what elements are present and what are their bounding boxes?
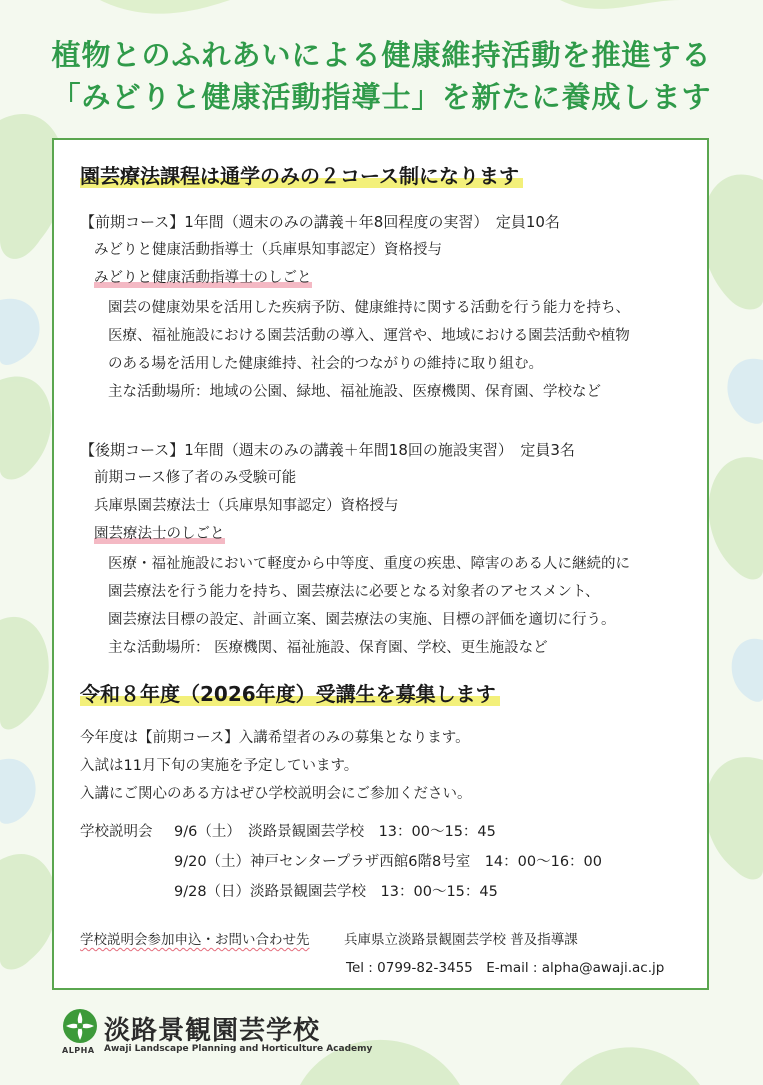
second-course-desc-3: 園芸療法目標の設定、計画立案、園芸療法の実施、目標の評価を適切に行う。 bbox=[108, 612, 616, 628]
second-course-condition: 前期コース修了者のみ受験可能 bbox=[94, 470, 297, 486]
school-english-name: Awaji Landscape Planning and Horticulture Academy bbox=[104, 1044, 373, 1054]
contact-org: 兵庫県立淡路景観園芸学校 普及指導課 bbox=[344, 932, 578, 948]
first-course-desc-2: 医療、福祉施設における園芸活動の導入、運営や、地域における園芸活動や植物 bbox=[108, 328, 630, 344]
logo-abbreviation: ALPHA bbox=[62, 1046, 95, 1055]
second-course-desc-2: 園芸療法を行う能力を持ち、園芸療法に必要となる対象者のアセスメント、 bbox=[108, 584, 600, 600]
school-name: 淡路景観園芸学校 bbox=[104, 1016, 321, 1046]
first-course-heading: 【前期コース】1年間（週末のみの講義＋年8回程度の実習） 定員10名 bbox=[80, 213, 560, 231]
first-course-qualification: みどりと健康活動指導士（兵庫県知事認定）資格授与 bbox=[94, 242, 442, 258]
info-panel bbox=[52, 138, 709, 990]
contact-label: 学校説明会参加申込・お問い合わせ先 bbox=[80, 932, 310, 948]
recruitment-note-2: 入試は11月下旬の実施を予定しています。 bbox=[80, 758, 359, 774]
recruitment-note-3: 入講にご関心のある方はぜひ学校説明会にご参加ください。 bbox=[80, 786, 472, 802]
second-course-heading: 【後期コース】1年間（週末のみの講義＋年間18回の施設実習） 定員3名 bbox=[80, 441, 575, 459]
contact-details: Tel : 0799-82-3455 E-mail : alpha@awaji.ac.jp bbox=[346, 960, 665, 976]
school-logo-icon bbox=[62, 1008, 98, 1044]
course-system-title: 園芸療法課程は通学のみの２コース制になります bbox=[80, 162, 523, 190]
first-course-work-heading: みどりと健康活動指導士のしごと bbox=[94, 270, 312, 286]
second-course-qualification: 兵庫県園芸療法士（兵庫県知事認定）資格授与 bbox=[94, 498, 399, 514]
briefing-label: 学校説明会 bbox=[80, 824, 153, 840]
first-course-desc-1: 園芸の健康効果を活用した疾病予防、健康維持に関する活動を行う能力を持ち、 bbox=[108, 300, 630, 316]
briefing-session-2: 9/20（土）神戸センタープラザ西館6階8号室 14：00〜16：00 bbox=[174, 854, 603, 870]
recruitment-title: 令和８年度（2026年度）受講生を募集します bbox=[80, 680, 500, 708]
first-course-desc-3: のある場を活用した健康維持、社会的つながりの維持に取り組む。 bbox=[108, 356, 543, 372]
headline-line-1: 植物とのふれあいによる健康維持活動を推進する bbox=[51, 38, 712, 72]
second-course-work-heading: 園芸療法士のしごと bbox=[94, 526, 225, 542]
second-course-desc-1: 医療・福祉施設において軽度から中等度、重度の疾患、障害のある人に継続的に bbox=[108, 556, 630, 572]
second-course-places: 主な活動場所： 医療機関、福祉施設、保育園、学校、更生施設など bbox=[108, 640, 548, 656]
headline-line-2: 「みどりと健康活動指導士」を新たに養成します bbox=[51, 80, 712, 114]
first-course-places: 主な活動場所：地域の公園、緑地、福祉施設、医療機関、保育園、学校など bbox=[108, 384, 601, 400]
briefing-session-1: 9/6（土） 淡路景観園芸学校 13：00〜15：45 bbox=[174, 824, 496, 840]
recruitment-note-1: 今年度は【前期コース】入講希望者のみの募集となります。 bbox=[80, 730, 470, 746]
headline bbox=[0, 34, 763, 118]
briefing-session-3: 9/28（日）淡路景観園芸学校 13：00〜15：45 bbox=[174, 884, 498, 900]
